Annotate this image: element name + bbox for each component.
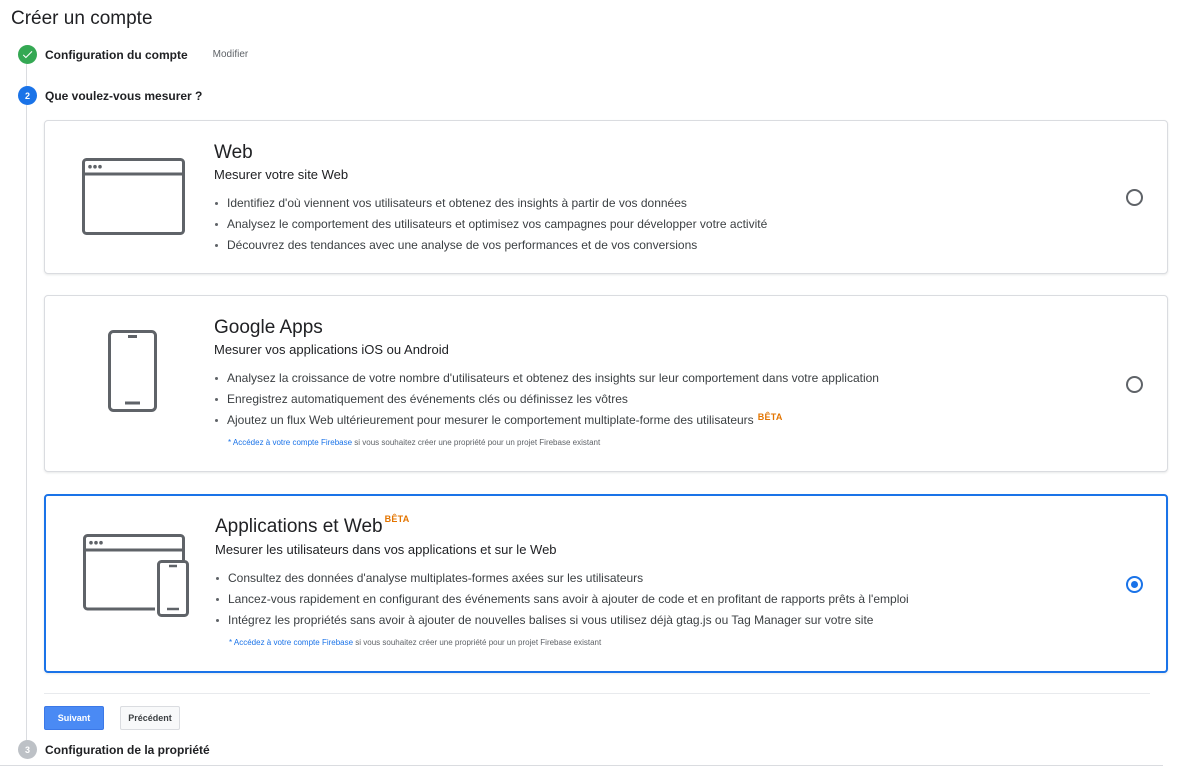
option-subtitle: Mesurer votre site Web (214, 167, 349, 182)
check-icon (18, 45, 37, 64)
divider (44, 693, 1150, 694)
list-item: Consultez des données d'analyse multiplates-formes axées sur les utilisateurs (215, 568, 909, 589)
firebase-link[interactable]: * Accédez à votre compte Firebase (228, 438, 353, 447)
option-bullets (214, 368, 879, 431)
list-item: Découvrez des tendances avec une analyse de vos performances et de vos conversions (214, 235, 767, 256)
step-title: Configuration de la propriété (45, 742, 210, 757)
smartphone-icon (108, 330, 157, 417)
previous-button[interactable]: Précédent (120, 706, 180, 730)
browser-window-icon (82, 158, 185, 240)
step-account-config (18, 45, 248, 64)
option-subtitle: Mesurer vos applications iOS ou Android (214, 342, 449, 357)
step-what-to-measure (18, 86, 202, 105)
step-property-config (18, 740, 210, 759)
option-card-apps-web[interactable] (44, 494, 1168, 673)
option-bullets (214, 193, 767, 256)
radio-apps[interactable] (1126, 376, 1143, 393)
option-card-web[interactable] (44, 120, 1168, 274)
step-number: 2 (18, 86, 37, 105)
list-item: Lancez-vous rapidement en configurant des événements sans avoir à ajouter de code et en profitant de rapports prêts à l'emploi (215, 589, 909, 610)
radio-web[interactable] (1126, 189, 1143, 206)
page-title: Créer un compte (11, 8, 153, 29)
list-item: Analysez la croissance de votre nombre d'utilisateurs et obtenez des insights sur leur comportement dans votre application (214, 368, 879, 389)
firebase-footnote (228, 438, 600, 447)
option-card-apps[interactable] (44, 295, 1168, 472)
list-item: Analysez le comportement des utilisateurs et optimisez vos campagnes pour développer votre activité (214, 214, 767, 235)
stepper-line (26, 62, 27, 742)
list-item: Intégrez les propriétés sans avoir à ajouter de nouvelles balises si vous utilisez déjà gtag.js ou Tag Manager sur votre site (215, 610, 909, 631)
bottom-divider (0, 765, 1163, 766)
beta-badge: BÊTA (757, 412, 783, 422)
firebase-footnote (229, 638, 601, 647)
firebase-link[interactable]: * Accédez à votre compte Firebase (229, 638, 354, 647)
beta-badge: BÊTA (384, 514, 410, 524)
list-item: Identifiez d'où viennent vos utilisateurs et obtenez des insights à partir de vos données (214, 193, 767, 214)
step-number: 3 (18, 740, 37, 759)
option-title: Google Apps (214, 317, 323, 338)
option-subtitle: Mesurer les utilisateurs dans vos applications et sur le Web (215, 542, 557, 557)
option-title (215, 516, 410, 538)
list-item: Enregistrez automatiquement des événements clés ou définissez les vôtres (214, 389, 879, 410)
edit-link[interactable]: Modifier (212, 49, 249, 60)
list-item-text: Ajoutez un flux Web ultérieurement pour mesurer le comportement multiplate-forme des utilisateurs (227, 413, 754, 427)
option-title-text: Applications et Web (215, 516, 383, 537)
browser-and-phone-icon (83, 534, 190, 623)
footnote-text: si vous souhaitez créer une propriété pour un projet Firebase existant (353, 638, 602, 647)
step-title: Que voulez-vous mesurer ? (45, 88, 203, 103)
radio-apps-web[interactable] (1126, 576, 1143, 593)
list-item (214, 410, 879, 431)
next-button[interactable]: Suivant (44, 706, 104, 730)
step-title: Configuration du compte (45, 47, 188, 62)
option-title: Web (214, 142, 253, 163)
footnote-text: si vous souhaitez créer une propriété pour un projet Firebase existant (352, 438, 601, 447)
option-bullets (215, 568, 909, 631)
